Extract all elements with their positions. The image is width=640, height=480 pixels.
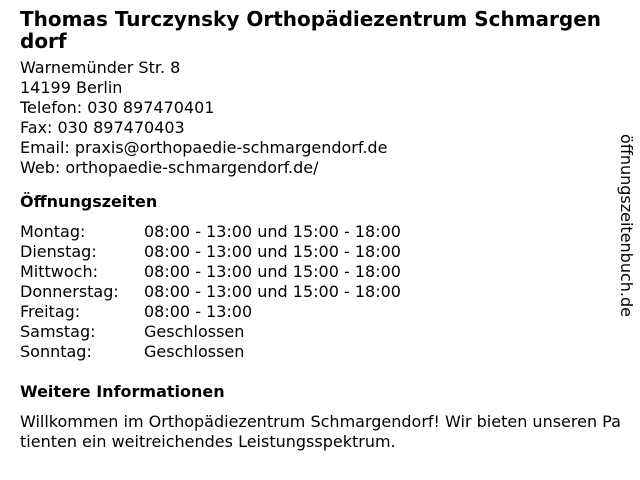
- further-info-text: Willkommen im Orthopädiezentrum Schmargendorf! Wir bieten unseren Patienten ein weitreichendes Leistungsspektrum.: [20, 412, 621, 451]
- hours-day: Dienstag:: [20, 242, 97, 261]
- hours-row-wednesday: [20, 262, 630, 282]
- hours-row-friday: [20, 302, 630, 322]
- hours-day: Samstag:: [20, 322, 96, 341]
- website-address: Web: orthopaedie-schmargendorf.de/: [20, 158, 319, 177]
- hours-time: Geschlossen: [144, 322, 245, 341]
- contact-block: [20, 58, 630, 178]
- email-address: Email: praxis@orthopaedie-schmargendorf.de: [20, 138, 388, 157]
- hours-time: 08:00 - 13:00 und 15:00 - 18:00: [144, 282, 401, 301]
- hours-row-tuesday: [20, 242, 630, 262]
- fax-number: Fax: 030 897470403: [20, 118, 185, 137]
- hours-time: 08:00 - 13:00 und 15:00 - 18:00: [144, 222, 401, 241]
- city-postcode: 14199 Berlin: [20, 78, 123, 97]
- hours-day: Freitag:: [20, 302, 81, 321]
- hours-row-thursday: [20, 282, 630, 302]
- opening-hours-heading: Öffnungszeiten: [20, 192, 158, 211]
- street-address: Warnemünder Str. 8: [20, 58, 181, 77]
- business-card: [20, 8, 630, 452]
- hours-time: 08:00 - 13:00 und 15:00 - 18:00: [144, 242, 401, 261]
- hours-day: Montag:: [20, 222, 86, 241]
- further-info-heading: Weitere Informationen: [20, 382, 225, 401]
- hours-row-monday: [20, 222, 630, 242]
- business-title: Thomas Turczynsky Orthopädiezentrum Schmargendorf: [20, 7, 602, 53]
- hours-row-saturday: [20, 322, 630, 342]
- hours-day: Donnerstag:: [20, 282, 119, 301]
- phone-number: Telefon: 030 897470401: [20, 98, 215, 117]
- hours-day: Mittwoch:: [20, 262, 98, 281]
- hours-time: 08:00 - 13:00 und 15:00 - 18:00: [144, 262, 401, 281]
- site-watermark: öffnungszeitenbuch.de: [617, 134, 636, 317]
- hours-time: 08:00 - 13:00: [144, 302, 253, 321]
- hours-day: Sonntag:: [20, 342, 92, 361]
- hours-time: Geschlossen: [144, 342, 245, 361]
- opening-hours-table: [20, 222, 630, 362]
- hours-row-sunday: [20, 342, 630, 362]
